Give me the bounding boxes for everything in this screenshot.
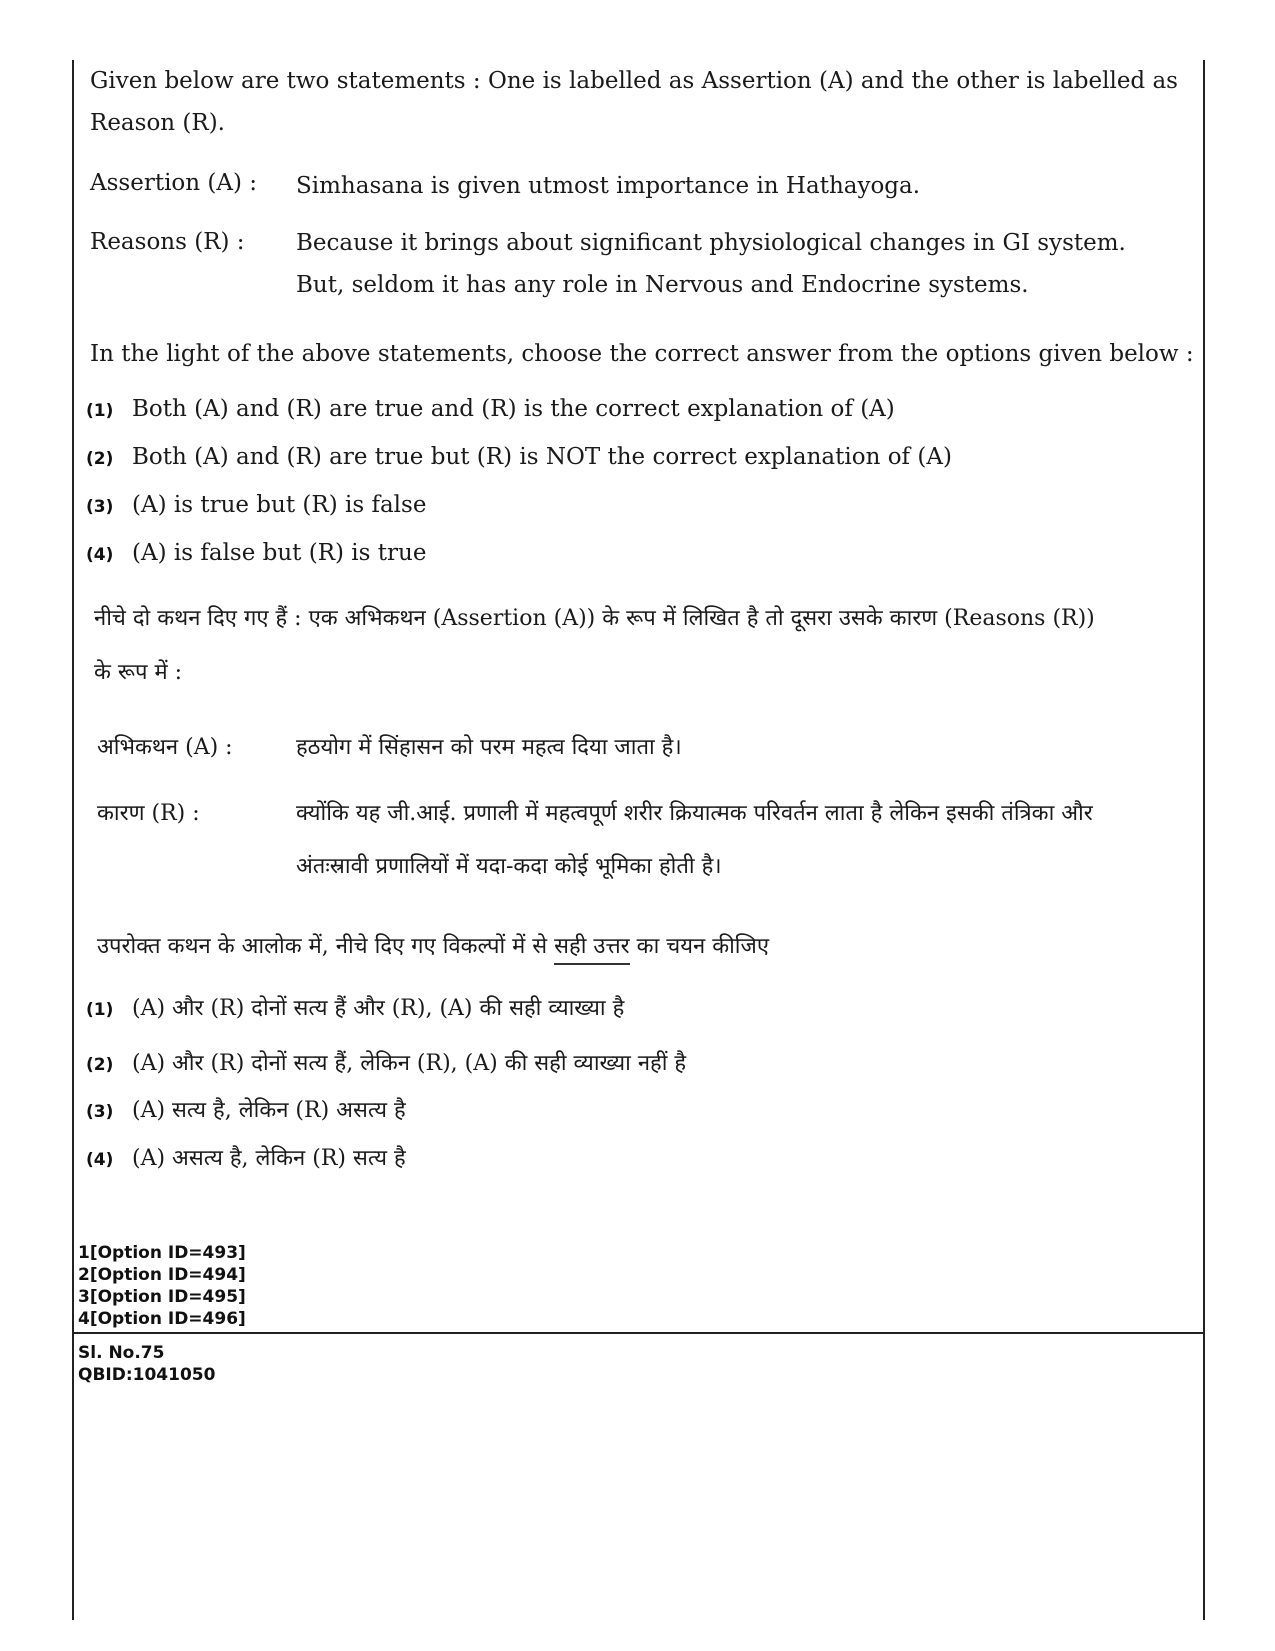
option-id: 3[Option ID=495] [78, 1287, 246, 1307]
option-id: 4[Option ID=496] [78, 1309, 246, 1329]
hindi-intro-line2: के रूप में : [94, 660, 183, 685]
english-option-1 [86, 396, 895, 422]
hindi-option-3 [86, 1094, 406, 1124]
english-assertion-label: Assertion (A) : [90, 170, 258, 196]
hindi-assertion-text: हठयोग में सिंहासन को परम महत्व दिया जाता है। [296, 735, 682, 760]
option-number: (1) [86, 401, 114, 421]
option-number: (1) [86, 1000, 114, 1020]
next-question-meta [78, 1342, 215, 1386]
english-option-2 [86, 444, 952, 470]
option-number: (2) [86, 1055, 114, 1075]
hindi-reason-line2: अंतःस्रावी प्रणालियों में यदा-कदा कोई भूमिका होती है। [296, 854, 722, 879]
serial-number: Sl. No.75 [78, 1343, 165, 1363]
option-text: (A) is true but (R) is false [132, 492, 427, 518]
hindi-question-prefix: उपरोक्त कथन के आलोक में, नीचे दिए गए विकल्पों में से [97, 934, 555, 959]
option-id: 2[Option ID=494] [78, 1265, 246, 1285]
option-text: Both (A) and (R) are true but (R) is NOT the correct explanation of (A) [132, 444, 952, 470]
english-reason-label: Reasons (R) : [90, 229, 245, 255]
option-text: (A) असत्य है, लेकिन (R) सत्य है [132, 1146, 406, 1171]
right-border [1203, 60, 1205, 1620]
left-border [72, 60, 74, 1620]
option-number: (3) [86, 1102, 114, 1122]
hindi-option-4 [86, 1142, 406, 1172]
english-intro: Given below are two statements : One is labelled as Assertion (A) and the other is labelled as Reason (R). [90, 68, 1178, 136]
hindi-assertion-label: अभिकथन (A) : [97, 735, 233, 760]
hindi-option-1 [86, 992, 624, 1022]
english-reason-text: Because it brings about significant physiological changes in GI system. But, seldom it has any role in Nervous and Endocrine systems. [296, 230, 1126, 298]
english-option-3 [86, 492, 426, 518]
option-text: (A) is false but (R) is true [132, 540, 427, 566]
option-id: 1[Option ID=493] [78, 1243, 246, 1263]
qbid: QBID:1041050 [78, 1365, 216, 1385]
hindi-question-suffix: का चयन कीजिए [629, 934, 769, 959]
hindi-question [97, 930, 769, 960]
option-number: (4) [86, 545, 114, 565]
option-text: (A) सत्य है, लेकिन (R) असत्य है [132, 1098, 406, 1123]
english-assertion-text: Simhasana is given utmost importance in Hathayoga. [296, 173, 921, 199]
option-number: (4) [86, 1150, 114, 1170]
option-text: Both (A) and (R) are true and (R) is the correct explanation of (A) [132, 396, 895, 422]
option-text: (A) और (R) दोनों सत्य हैं और (R), (A) की सही व्याख्या है [132, 996, 625, 1021]
english-option-4 [86, 540, 426, 566]
hindi-question-underlined: सही उत्तर [554, 934, 630, 965]
hindi-reason-line1: क्योंकि यह जी.आई. प्रणाली में महत्वपूर्ण शरीर क्रियात्मक परिवर्तन लाता है लेकिन इसकी तंत्रिका और [296, 801, 1093, 826]
question-separator [72, 1332, 1205, 1334]
option-id-list [78, 1242, 246, 1330]
english-question: In the light of the above statements, choose the correct answer from the options given below : [90, 341, 1194, 367]
option-text: (A) और (R) दोनों सत्य हैं, लेकिन (R), (A) की सही व्याख्या नहीं है [132, 1051, 687, 1076]
hindi-intro-line1: नीचे दो कथन दिए गए हैं : एक अभिकथन (Assertion (A)) के रूप में लिखित है तो दूसरा उसके कारण (Reasons (R)) [94, 606, 1095, 631]
hindi-reason-label: कारण (R) : [97, 801, 200, 826]
option-number: (2) [86, 449, 114, 469]
option-number: (3) [86, 497, 114, 517]
hindi-option-2 [86, 1047, 686, 1077]
